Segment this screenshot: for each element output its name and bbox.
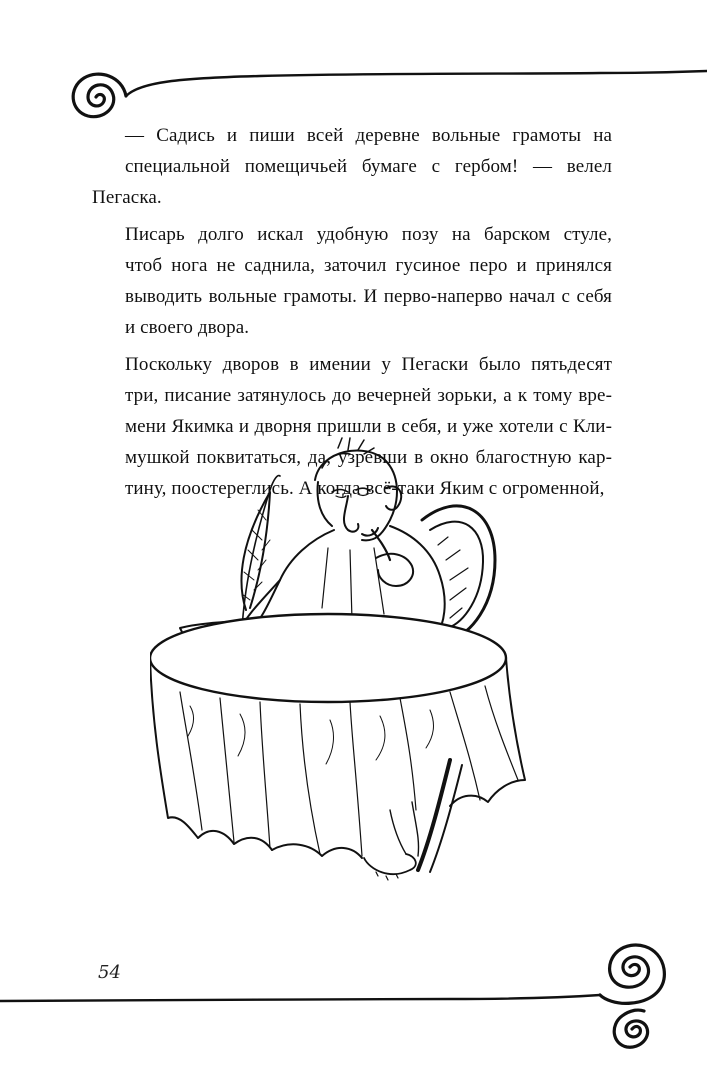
page-number: 54 (98, 962, 121, 983)
text-line: Писарь долго искал удобную позу на барском стуле, (125, 224, 612, 245)
text-line: тину, поостереглись. А когда всё-таки Яким с огроменной, (125, 478, 605, 499)
bottom-spiral-ornament (0, 925, 707, 1070)
text-line: Поскольку дворов в имении у Пегаски было пятьдесят (125, 354, 612, 375)
text-line: чтоб нога не саднила, заточил гусиное перо и принялся (125, 255, 612, 276)
text-line: мушкой поквитаться, да, узревши в окно благостную кар- (125, 447, 612, 468)
paragraph-1 (92, 120, 612, 213)
paragraph-2 (92, 219, 612, 343)
text-line: выводить вольные грамоты. И перво-наперво начал с себя (125, 286, 612, 307)
text-line: и своего двора. (125, 317, 250, 338)
text-line: специальной помещичьей бумаге с гербом! — велел Пегаска. (92, 156, 612, 208)
text-line: мени Якимка и дворня пришли в себя, и уже хотели с Кли- (125, 416, 612, 437)
scribe-illustration (150, 430, 550, 910)
text-line: — Садись и пиши всей деревне вольные грамоты на (125, 125, 612, 146)
text-line: три, писание затянулось до вечерней зорьки, а к тому вре- (125, 385, 612, 406)
